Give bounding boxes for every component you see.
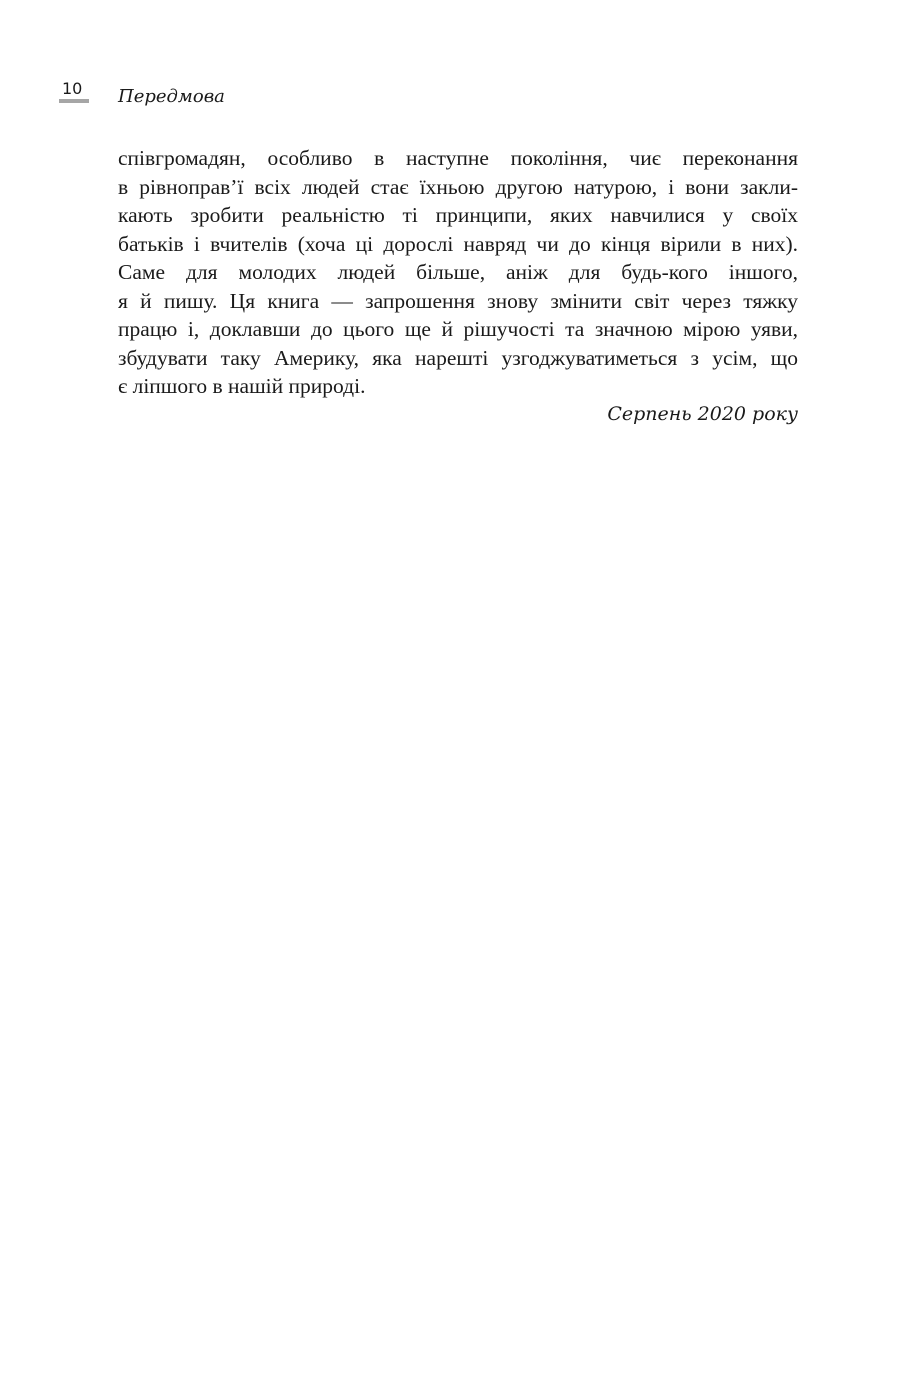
text-line: батьків і вчителів (хоча ці дорослі навряд чи до кінця вірили в них).	[118, 231, 798, 256]
text-line: працю і, доклавши до цього ще й рішучості та значною мірою уяви,	[118, 317, 798, 341]
text-line: співгромадян, особливо в наступне покоління, чиє переконання	[118, 146, 798, 170]
text-line: збудувати таку Америку, яка нарешті узгоджуватиметься з усім, що	[118, 345, 798, 370]
text-line: кають зробити реальністю ті принципи, яких навчилися у своїх	[118, 203, 798, 227]
text-line: Саме для молодих людей більше, аніж для будь-кого іншого,	[118, 260, 798, 284]
text-line: в рівноправ’ї всіх людей стає їхньою другою натурою, і вони закли-	[118, 174, 798, 199]
page-number-rule	[59, 99, 89, 103]
text-line: є ліпшого в нашій природі.	[118, 374, 366, 398]
body-paragraph	[118, 144, 798, 401]
page-number: 10	[62, 79, 83, 98]
signature-date: Серпень 2020 року	[607, 403, 798, 425]
running-head: Передмова	[118, 86, 225, 107]
text-line: я й пишу. Ця книга — запрошення знову змінити світ через тяжку	[118, 288, 798, 313]
